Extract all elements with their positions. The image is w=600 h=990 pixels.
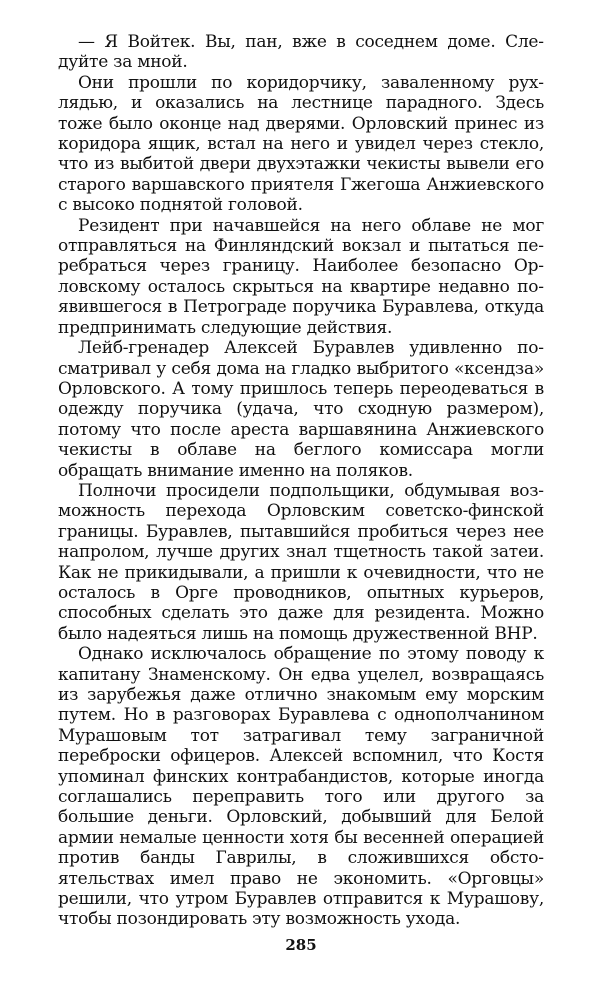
paragraph-2: Они прошли по коридорчику, заваленному рухлядью, и оказались на лестнице парадного. Здесь тоже было оконце над дверями. Орловский принес из коридора ящик, встал на него и увидел через стекло, что из выбитой двери двухэтажки чекисты вывели его старого варшавского приятеля Гжегоша Анжиевского с высоко поднятой головой. xyxy=(58,72,544,216)
book-page xyxy=(58,32,544,958)
paragraph-5: Полночи просидели подпольщики, обдумывая возможность перехода Орловским советско-финской границы. Буравлев, пытавшийся пробиться через нее напролом, лучше других знал тщетность такой затеи. Как не прикидывали, а пришли к очевидности, что не осталось в Орге проводников, опытных курьеров, способных сделать это даже для резидента. Можно было надеяться лишь на помощь дружественной ВНР. xyxy=(58,480,544,644)
body-text xyxy=(58,32,544,930)
paragraph-1: — Я Войтек. Вы, пан, вже в соседнем доме. Следуйте за мной. xyxy=(58,32,544,73)
page-number: 285 xyxy=(285,936,317,954)
paragraph-4: Лейб-гренадер Алексей Буравлев удивленно посматривал у себя дома на гладко выбритого «ксендза» Орловского. А тому пришлось теперь переодеваться в одежду поручика (удача, что сходную размером), потому что после ареста варшавянина Анжиевского чекисты в облаве на беглого комиссара могли обращать внимание именно на поляков. xyxy=(58,338,544,481)
paragraph-6: Однако исключалось обращение по этому поводу к капитану Знаменскому. Он едва уцелел, возвращаясь из зарубежья даже отлично знакомым ему морским путем. Но в разговорах Буравлева с однополчанином Мурашовым тот затрагивал тему заграничной переброски офицеров. Алексей вспомнил, что Костя упоминал финских контрабандистов, которые иногда соглашались переправить того или другого за большие деньги. Орловский, добывший для Белой армии немалые ценности хотя бы весенней операцией против банды Гаврилы, в сложившихся обстоятельствах имел право не экономить. «Орговцы» решили, что утром Буравлев отправится к Мурашову, чтобы позондировать эту возможность ухода. xyxy=(58,644,544,930)
paragraph-3: Резидент при начавшейся на него облаве не мог отправляться на Финляндский вокзал и пытаться перебраться через границу. Наиболее безопасно Орловскому осталось скрыться на квартире недавно появившегося в Петрограде поручика Буравлева, откуда предпринимать следующие действия. xyxy=(58,215,544,338)
